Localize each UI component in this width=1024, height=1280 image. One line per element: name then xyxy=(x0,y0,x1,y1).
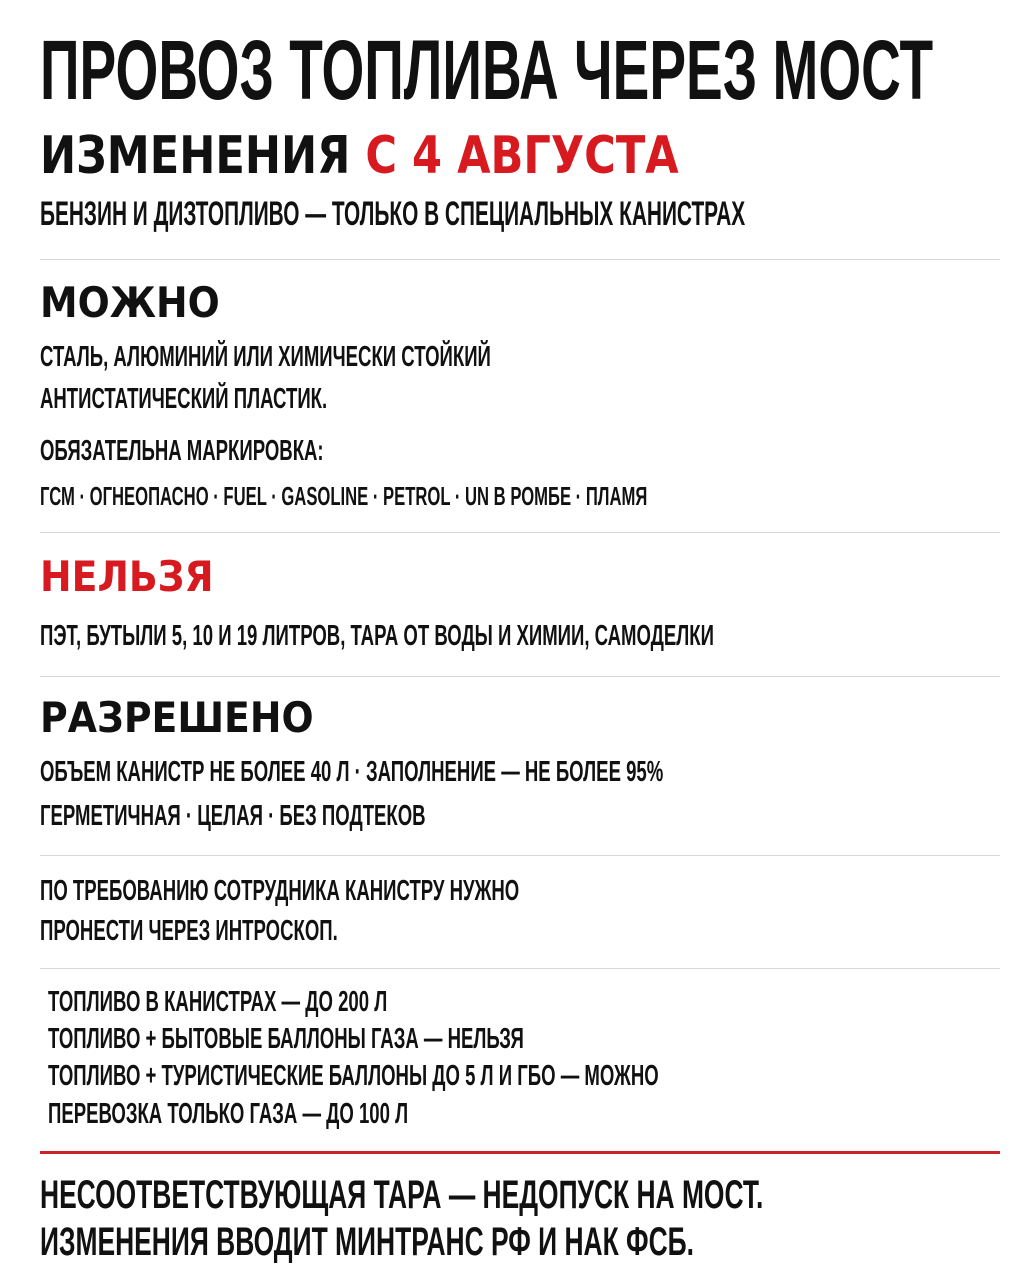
page-title: ПРОВОЗ ТОПЛИВА ЧЕРЕЗ МОСТ xyxy=(40,23,934,117)
forbidden-heading: НЕЛЬЗЯ xyxy=(40,552,214,601)
allowed-material-line1: СТАЛЬ, АЛЮМИНИЙ ИЛИ ХИМИЧЕСКИ СТОЙКИЙ xyxy=(40,341,491,373)
divider xyxy=(40,676,1000,677)
limit-item: ТОПЛИВО + БЫТОВЫЕ БАЛЛОНЫ ГАЗА — НЕЛЬЗЯ xyxy=(48,1023,524,1055)
subtitle-prefix: ИЗМЕНЕНИЯ xyxy=(40,126,351,186)
inspection-line1: ПО ТРЕБОВАНИЮ СОТРУДНИКА КАНИСТРУ НУЖНО xyxy=(40,875,520,907)
marking-label: ОБЯЗАТЕЛЬНА МАРКИРОВКА: xyxy=(40,435,324,467)
red-divider xyxy=(40,1151,1000,1154)
lead-text: БЕНЗИН И ДИЗТОПЛИВО — ТОЛЬКО В СПЕЦИАЛЬНЫХ КАНИСТРАХ xyxy=(40,195,746,233)
divider xyxy=(40,855,1000,856)
divider xyxy=(40,968,1000,969)
page-subtitle xyxy=(40,126,679,186)
footer-line1: НЕСООТВЕТСТВУЮЩАЯ ТАРА — НЕДОПУСК НА МОСТ. xyxy=(40,1173,764,1217)
forbidden-text: ПЭТ, БУТЫЛИ 5, 10 И 19 ЛИТРОВ, ТАРА ОТ ВОДЫ И ХИМИИ, САМОДЕЛКИ xyxy=(40,620,714,652)
subtitle-date: С 4 АВГУСТА xyxy=(365,126,679,186)
divider xyxy=(40,259,1000,260)
allowed-material-line2: АНТИСТАТИЧЕСКИЙ ПЛАСТИК. xyxy=(40,383,328,415)
limit-item: ТОПЛИВО + ТУРИСТИЧЕСКИЕ БАЛЛОНЫ ДО 5 Л И ГБО — МОЖНО xyxy=(48,1060,659,1092)
permitted-line1: ОБЪЕМ КАНИСТР НЕ БОЛЕЕ 40 Л · ЗАПОЛНЕНИЕ — НЕ БОЛЕЕ 95% xyxy=(40,756,664,788)
permitted-heading: РАЗРЕШЕНО xyxy=(40,693,314,742)
limit-item: ПЕРЕВОЗКА ТОЛЬКО ГАЗА — ДО 100 Л xyxy=(48,1098,409,1130)
inspection-line2: ПРОНЕСТИ ЧЕРЕЗ ИНТРОСКОП. xyxy=(40,915,338,947)
permitted-line2: ГЕРМЕТИЧНАЯ · ЦЕЛАЯ · БЕЗ ПОДТЕКОВ xyxy=(40,800,426,832)
marking-list: ГСМ · ОГНЕОПАСНО · FUEL · GASOLINE · PETROL · UN В РОМБЕ · ПЛАМЯ xyxy=(40,481,648,511)
footer-line2: ИЗМЕНЕНИЯ ВВОДИТ МИНТРАНС РФ И НАК ФСБ. xyxy=(40,1220,694,1264)
allowed-heading: МОЖНО xyxy=(40,278,220,327)
divider xyxy=(40,532,1000,533)
limit-item: ТОПЛИВО В КАНИСТРАХ — ДО 200 Л xyxy=(48,986,388,1018)
